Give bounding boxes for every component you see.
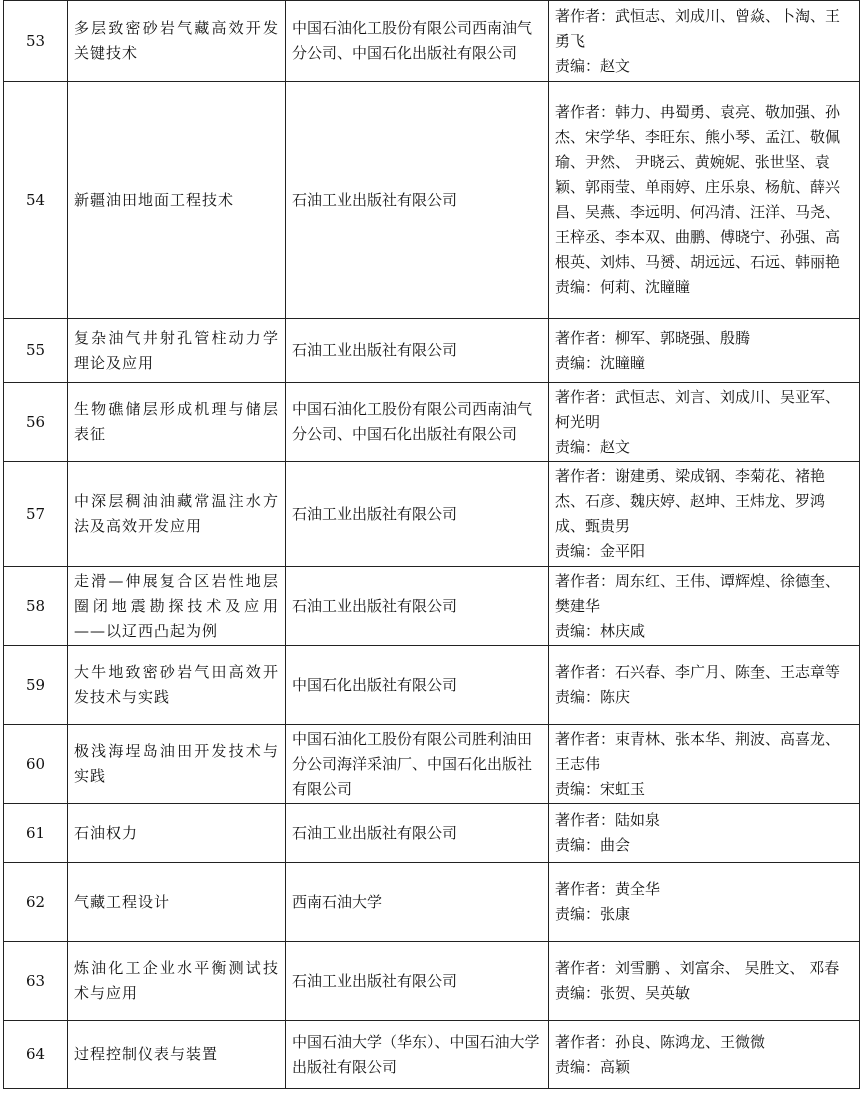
publisher: 石油工业出版社有限公司 bbox=[286, 462, 549, 567]
editor: 责编：沈瞳瞳 bbox=[555, 353, 646, 372]
authors-cell bbox=[549, 942, 860, 1021]
publisher: 石油工业出版社有限公司 bbox=[286, 942, 549, 1021]
editor: 责编：高颖 bbox=[555, 1057, 631, 1076]
book-title: 复杂油气井射孔管柱动力学理论及应用 bbox=[68, 319, 286, 383]
table-row bbox=[4, 82, 860, 319]
authors-cell bbox=[549, 82, 860, 319]
authors-cell bbox=[549, 319, 860, 383]
publisher: 石油工业出版社有限公司 bbox=[286, 804, 549, 863]
authors: 著作者：柳军、郭晓强、殷腾 bbox=[555, 328, 751, 347]
row-number: 62 bbox=[4, 863, 68, 942]
editor: 责编：赵文 bbox=[555, 56, 631, 75]
book-title: 过程控制仪表与装置 bbox=[68, 1021, 286, 1089]
table-row bbox=[4, 863, 860, 942]
row-number: 64 bbox=[4, 1021, 68, 1089]
row-number: 53 bbox=[4, 1, 68, 82]
authors: 著作者：孙良、陈鸿龙、王微微 bbox=[555, 1032, 766, 1051]
table-row bbox=[4, 462, 860, 567]
editor: 责编：赵文 bbox=[555, 437, 631, 456]
editor: 责编：张康 bbox=[555, 905, 631, 923]
publisher: 西南石油大学 bbox=[286, 863, 549, 942]
table-row bbox=[4, 942, 860, 1021]
book-title: 走滑—伸展复合区岩性地层圈闭地震勘探技术及应用——以辽西凸起为例 bbox=[68, 567, 286, 646]
authors: 著作者：武恒志、刘成川、曾焱、卜淘、王勇飞 bbox=[555, 6, 841, 50]
editor: 责编：曲会 bbox=[555, 836, 631, 854]
authors: 著作者：陆如泉 bbox=[555, 811, 661, 829]
row-number: 54 bbox=[4, 82, 68, 319]
book-title: 大牛地致密砂岩气田高效开发技术与实践 bbox=[68, 646, 286, 725]
book-title: 新疆油田地面工程技术 bbox=[68, 82, 286, 319]
authors: 著作者：石兴春、李广月、陈奎、王志章等 bbox=[555, 663, 841, 681]
book-title: 生物礁储层形成机理与储层表征 bbox=[68, 383, 286, 462]
book-title: 极浅海埕岛油田开发技术与实践 bbox=[68, 725, 286, 804]
authors-cell bbox=[549, 804, 860, 863]
authors: 著作者：谢建勇、梁成钢、李菊花、褚艳杰、石彦、魏庆婷、赵坤、王炜龙、罗鸿成、甄贵男 bbox=[555, 467, 826, 535]
book-title: 气藏工程设计 bbox=[68, 863, 286, 942]
publisher: 石油工业出版社有限公司 bbox=[286, 319, 549, 383]
table-row bbox=[4, 319, 860, 383]
editor: 责编：张贺、吴英敏 bbox=[555, 984, 691, 1002]
row-number: 59 bbox=[4, 646, 68, 725]
publisher: 中国石油化工股份有限公司西南油气分公司、中国石化出版社有限公司 bbox=[286, 1, 549, 82]
row-number: 56 bbox=[4, 383, 68, 462]
table-row bbox=[4, 383, 860, 462]
authors: 著作者：武恒志、刘言、刘成川、吴亚军、柯光明 bbox=[555, 387, 841, 431]
publisher: 中国石油化工股份有限公司胜利油田分公司海洋采油厂、中国石化出版社有限公司 bbox=[286, 725, 549, 804]
authors-cell bbox=[549, 725, 860, 804]
table-row bbox=[4, 567, 860, 646]
editor: 责编：何莉、沈瞳瞳 bbox=[555, 278, 691, 296]
table-row bbox=[4, 725, 860, 804]
row-number: 57 bbox=[4, 462, 68, 567]
book-title: 炼油化工企业水平衡测试技术与应用 bbox=[68, 942, 286, 1021]
award-list-table bbox=[3, 0, 860, 1089]
authors: 著作者：刘雪鹏 、刘富余、 吴胜文、 邓春 bbox=[555, 959, 840, 977]
authors-cell bbox=[549, 863, 860, 942]
authors-cell bbox=[549, 462, 860, 567]
authors-cell bbox=[549, 567, 860, 646]
authors-cell bbox=[549, 1, 860, 82]
editor: 责编：宋虹玉 bbox=[555, 779, 646, 798]
row-number: 58 bbox=[4, 567, 68, 646]
publisher: 石油工业出版社有限公司 bbox=[286, 82, 549, 319]
authors-cell bbox=[549, 1021, 860, 1089]
editor: 责编：金平阳 bbox=[555, 542, 646, 560]
row-number: 61 bbox=[4, 804, 68, 863]
table-row bbox=[4, 804, 860, 863]
authors: 著作者：束青林、张本华、荆波、高喜龙、王志伟 bbox=[555, 729, 841, 773]
book-title: 中深层稠油油藏常温注水方法及高效开发应用 bbox=[68, 462, 286, 567]
book-title: 多层致密砂岩气藏高效开发关键技术 bbox=[68, 1, 286, 82]
table-row bbox=[4, 646, 860, 725]
table-row bbox=[4, 1021, 860, 1089]
authors-cell bbox=[549, 383, 860, 462]
authors-cell bbox=[549, 646, 860, 725]
row-number: 63 bbox=[4, 942, 68, 1021]
editor: 责编：陈庆 bbox=[555, 688, 631, 706]
authors: 著作者：周东红、王伟、谭辉煌、徐德奎、樊建华 bbox=[555, 571, 841, 615]
publisher: 中国石油大学（华东）、中国石油大学出版社有限公司 bbox=[286, 1021, 549, 1089]
table-row bbox=[4, 1, 860, 82]
book-title: 石油权力 bbox=[68, 804, 286, 863]
row-number: 60 bbox=[4, 725, 68, 804]
authors: 著作者：黄全华 bbox=[555, 880, 661, 898]
row-number: 55 bbox=[4, 319, 68, 383]
publisher: 中国石化出版社有限公司 bbox=[286, 646, 549, 725]
authors: 著作者：韩力、冉蜀勇、袁亮、敬加强、孙杰、宋学华、李旺东、熊小琴、孟江、敬佩瑜、尹然、 尹晓云、黄婉妮、张世坚、袁颖、郭雨莹、单雨婷、庄乐泉、杨航、薛兴昌、吴燕、李远明、何冯清、汪洋、马尧、王梓丞、李本双、曲鹏、傅晓宁、孙强、高根英、刘炜、马赟、胡远远、石远、韩丽艳 bbox=[555, 103, 841, 271]
publisher: 中国石油化工股份有限公司西南油气分公司、中国石化出版社有限公司 bbox=[286, 383, 549, 462]
editor: 责编：林庆咸 bbox=[555, 621, 646, 640]
publisher: 石油工业出版社有限公司 bbox=[286, 567, 549, 646]
